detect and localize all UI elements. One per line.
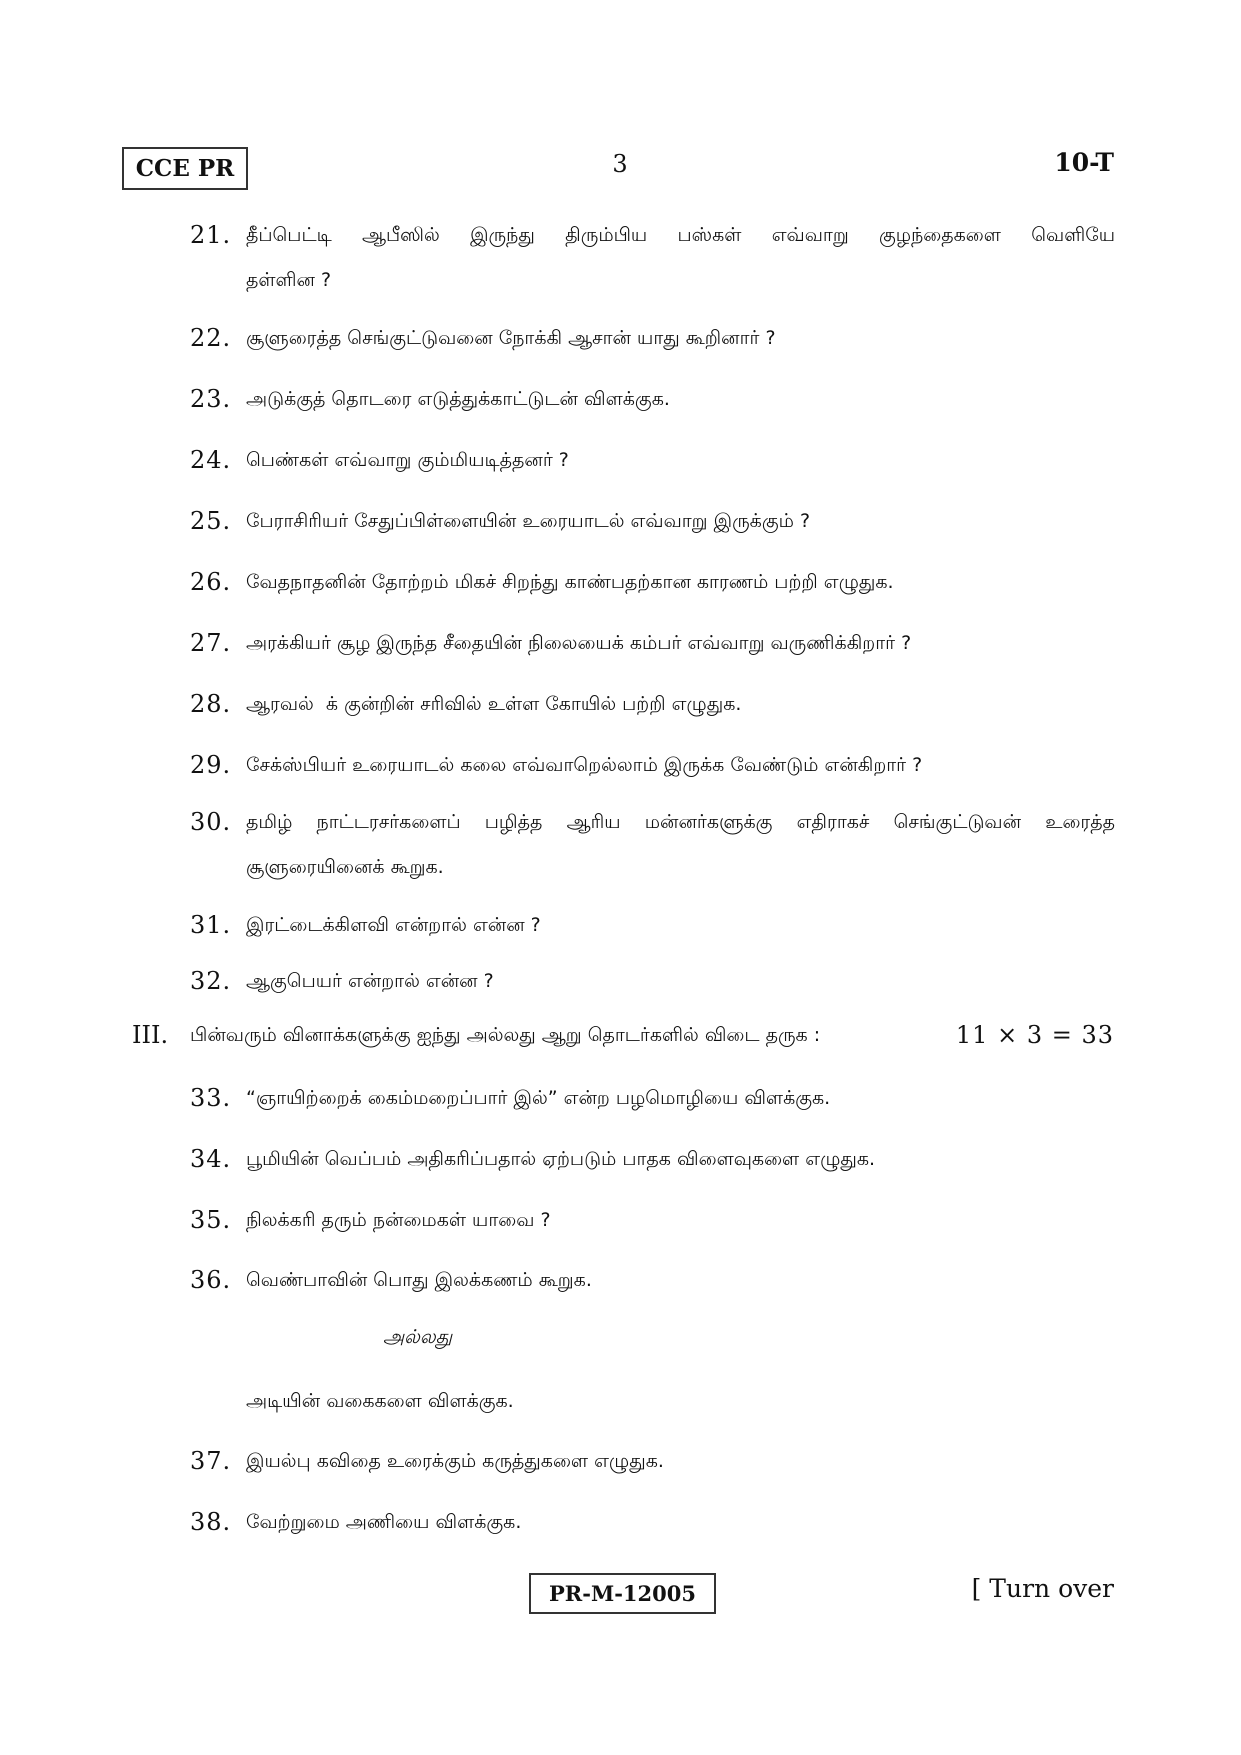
question-number: 29. — [190, 751, 232, 779]
question-text: இரட்டைக்கிளவி என்றால் என்ன ? — [246, 914, 541, 936]
question-number: 38. — [190, 1508, 232, 1536]
question-text: தீப்பெட்டி ஆபீஸில் இருந்து திரும்பிய பஸ்கள் எவ்வாறு குழந்தைகளை வெளியே — [246, 224, 1115, 246]
section-numeral: III. — [132, 1021, 169, 1049]
question-text: வெண்பாவின் பொது இலக்கணம் கூறுக. — [246, 1269, 592, 1291]
question-number: 24. — [190, 446, 232, 474]
question-number: 26. — [190, 568, 232, 596]
question-number: 32. — [190, 967, 232, 995]
question-21-continuation: தள்ளின ? — [246, 269, 332, 291]
page-number: 3 — [612, 150, 628, 178]
question-number: 33. — [190, 1084, 232, 1112]
subject-code: 10-T — [1054, 148, 1114, 177]
section-instruction: பின்வரும் வினாக்களுக்கு ஐந்து அல்லது ஆறு தொடர்களில் விடை தருக : — [190, 1024, 821, 1046]
question-number: 37. — [190, 1447, 232, 1475]
question-text: இயல்பு கவிதை உரைக்கும் கருத்துகளை எழுதுக. — [246, 1450, 664, 1472]
question-text: பெண்கள் எவ்வாறு கும்மியடித்தனர் ? — [246, 449, 569, 471]
question-text: அரக்கியர் சூழ இருந்த சீதையின் நிலையைக் கம்பர் எவ்வாறு வருணிக்கிறார் ? — [246, 632, 912, 654]
turn-over-note: [ Turn over — [971, 1574, 1114, 1603]
question-text: பேராசிரியர் சேதுப்பிள்ளையின் உரையாடல் எவ்வாறு இருக்கும் ? — [246, 510, 811, 532]
question-text: நிலக்கரி தரும் நன்மைகள் யாவை ? — [246, 1209, 551, 1231]
question-text: அடுக்குத் தொடரை எடுத்துக்காட்டுடன் விளக்குக. — [246, 388, 670, 410]
footer-paper-code: PR-M-12005 — [529, 1573, 716, 1614]
question-36-alternative: அடியின் வகைகளை விளக்குக. — [246, 1390, 514, 1412]
question-text: வேற்றுமை அணியை விளக்குக. — [246, 1511, 522, 1533]
question-number: 25. — [190, 507, 232, 535]
question-text: தமிழ் நாட்டரசர்களைப் பழித்த ஆரிய மன்னர்களுக்கு எதிராகச் செங்குட்டுவன் உரைத்த — [246, 811, 1115, 833]
question-number: 21. — [190, 221, 232, 249]
question-number: 35. — [190, 1206, 232, 1234]
question-text: “ஞாயிற்றைக் கைம்மறைப்பார் இல்” என்ற பழமொழியை விளக்குக. — [246, 1087, 831, 1109]
question-number: 34. — [190, 1145, 232, 1173]
or-label: அல்லது — [383, 1326, 453, 1348]
question-text: பூமியின் வெப்பம் அதிகரிப்பதால் ஏற்படும் பாதக விளைவுகளை எழுதுக. — [246, 1148, 876, 1170]
question-number: 23. — [190, 385, 232, 413]
section-marks: 11 × 3 = 33 — [955, 1021, 1114, 1049]
paper-code-badge: CCE PR — [122, 147, 248, 190]
question-30-continuation: சூளுரையினைக் கூறுக. — [246, 856, 444, 878]
question-text: சேக்ஸ்பியர் உரையாடல் கலை எவ்வாறெல்லாம் இருக்க வேண்டும் என்கிறார் ? — [246, 754, 923, 776]
question-number: 22. — [190, 324, 232, 352]
question-number: 36. — [190, 1266, 232, 1294]
question-text: வேதநாதனின் தோற்றம் மிகச் சிறந்து காண்பதற்கான காரணம் பற்றி எழுதுக. — [246, 571, 894, 593]
question-text: சூளுரைத்த செங்குட்டுவனை நோக்கி ஆசான் யாது கூறினார் ? — [246, 327, 776, 349]
question-number: 31. — [190, 911, 232, 939]
question-text: ஆரவல் க் குன்றின் சரிவில் உள்ள கோயில் பற்றி எழுதுக. — [246, 693, 742, 715]
question-number: 28. — [190, 690, 232, 718]
question-number: 30. — [190, 808, 232, 836]
question-text: ஆகுபெயர் என்றால் என்ன ? — [246, 970, 494, 992]
question-number: 27. — [190, 629, 232, 657]
